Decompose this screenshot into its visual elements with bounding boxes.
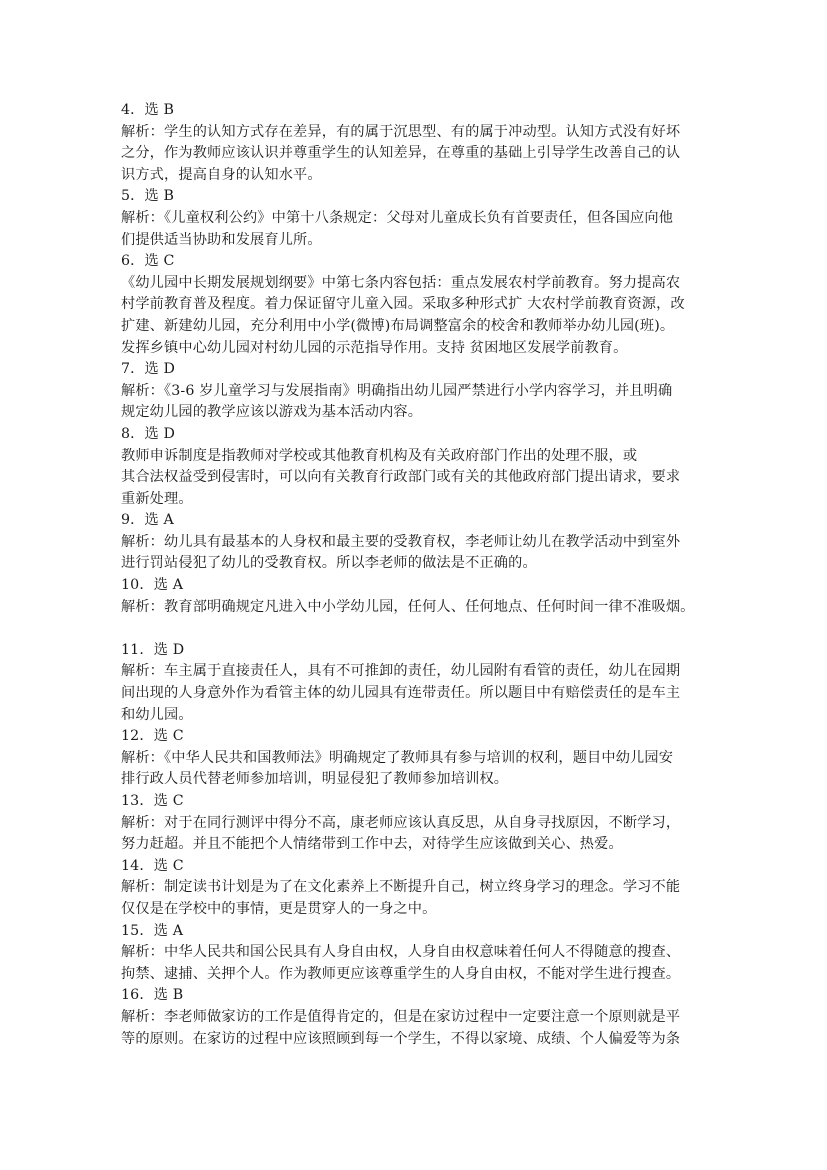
explanation-line: 进行罚站侵犯了幼儿的受教育权。所以李老师的做法是不正确的。: [121, 555, 537, 572]
answer-heading-16: 16．选 B: [121, 987, 184, 1004]
answer-heading-4: 4．选 B: [121, 102, 175, 118]
explanation-line: 其合法权益受到侵害时，可以向有关教育行政部门或有关的其他政府部门提出请求，要求: [121, 469, 681, 486]
explanation-line: 努力赶超。并且不能把个人情绪带到工作中去，对待学生应该做到关心、热爱。: [121, 836, 623, 853]
explanation-line: 解析：《儿童权利公约》中第十八条规定：父母对儿童成长负有首要责任，但各国应向他: [121, 209, 674, 226]
explanation-line: 解析：学生的认知方式存在差异，有的属于沉思型、有的属于冲动型。认知方式没有好坏: [121, 123, 681, 140]
answer-heading-7: 7．选 D: [121, 361, 176, 378]
explanation-line: 排行政人员代替老师参加培训，明显侵犯了教师参加培训权。: [121, 771, 509, 788]
answer-heading-6: 6．选 C: [121, 253, 175, 270]
explanation-line: 解析：李老师做家访的工作是值得肯定的，但是在家访过程中一定要注意一个原则就是平: [121, 1008, 681, 1025]
answer-heading-5: 5．选 B: [121, 188, 175, 205]
answer-heading-14: 14．选 C: [121, 857, 184, 874]
explanation-line: 教师申诉制度是指教师对学校或其他教育机构及有关政府部门作出的处理不服，或: [121, 447, 638, 464]
answer-heading-13: 13．选 C: [121, 793, 184, 809]
explanation-line: 发挥乡镇中心幼儿园对村幼儿园的示范指导作用。支持 贫困地区发展学前教育。: [121, 339, 628, 356]
explanation-line: 解析：制定读书计划是为了在文化素养上不断提升自己，树立终身学习的理念。学习不能: [121, 879, 681, 896]
explanation-line: 解析：幼儿具有最基本的人身权和最主要的受教育权，李老师让幼儿在教学活动中到室外: [121, 533, 681, 550]
answer-heading-12: 12．选 C: [121, 728, 184, 745]
explanation-line: 村学前教育普及程度。着力保证留守儿童入园。采取多种形式扩 大农村学前教育资源，改: [121, 296, 685, 313]
explanation-line: 拘禁、逮捕、关押个人。作为教师更应该尊重学生的人身自由权，不能对学生进行搜查。: [121, 965, 681, 982]
explanation-line: 解析：车主属于直接责任人，具有不可推卸的责任，幼儿园附有看管的责任，幼儿在园期: [121, 663, 681, 680]
explanation-line: 之分，作为教师应该认识并尊重学生的认知差异，在尊重的基础上引导学生改善自己的认: [121, 145, 681, 162]
explanation-line: 解析：对于在同行测评中得分不高，康老师应该认真反思，从自身寻找原因，不断学习，: [121, 814, 681, 831]
answer-heading-10: 10．选 A: [121, 577, 184, 594]
explanation-line: 重新处理。: [121, 490, 193, 507]
explanation-line: 解析：《3-6 岁儿童学习与发展指南》明确指出幼儿园严禁进行小学内容学习，并且明确: [121, 382, 673, 399]
explanation-line: 解析：教育部明确规定凡进入中小学幼儿园，任何人、任何地点、任何时间一律不准吸烟。: [121, 598, 695, 615]
explanation-line: 《幼儿园中长期发展规划纲要》中第七条内容包括：重点发展农村学前教育。努力提高农: [121, 274, 681, 291]
answer-heading-15: 15．选 A: [121, 922, 184, 939]
explanation-line: 仅仅是在学校中的事情，更是贯穿人的一身之中。: [121, 900, 437, 917]
explanation-line: 扩建、新建幼儿园，充分利用中小学(微博)布局调整富余的校舍和教师举办幼儿园(班)。: [121, 317, 675, 334]
blank-line: [121, 618, 707, 640]
explanation-line: 等的原则。在家访的过程中应该照顾到每一个学生，不得以家境、成绩、个人偏爱等为条: [121, 1030, 681, 1047]
explanation-line: 识方式，提高自身的认知水平。: [121, 166, 322, 183]
document-page: [121, 100, 707, 1050]
answer-heading-8: 8．选 D: [121, 425, 176, 442]
explanation-line: 们提供适当协助和发展育儿所。: [121, 231, 322, 248]
explanation-line: 和幼儿园。: [121, 706, 193, 723]
explanation-line: 解析：《中华人民共和国教师法》明确规定了教师具有参与培训的权利，题目中幼儿园安: [121, 749, 674, 766]
answer-heading-9: 9．选 A: [121, 512, 174, 529]
answer-heading-11: 11．选 D: [121, 641, 185, 658]
explanation-line: 间出现的人身意外作为看管主体的幼儿园具有连带责任。所以题目中有赔偿责任的是车主: [121, 685, 681, 702]
explanation-line: 解析：中华人民共和国公民具有人身自由权，人身自由权意味着任何人不得随意的搜查、: [121, 944, 681, 961]
explanation-line: 规定幼儿园的教学应该以游戏为基本活动内容。: [121, 404, 423, 421]
